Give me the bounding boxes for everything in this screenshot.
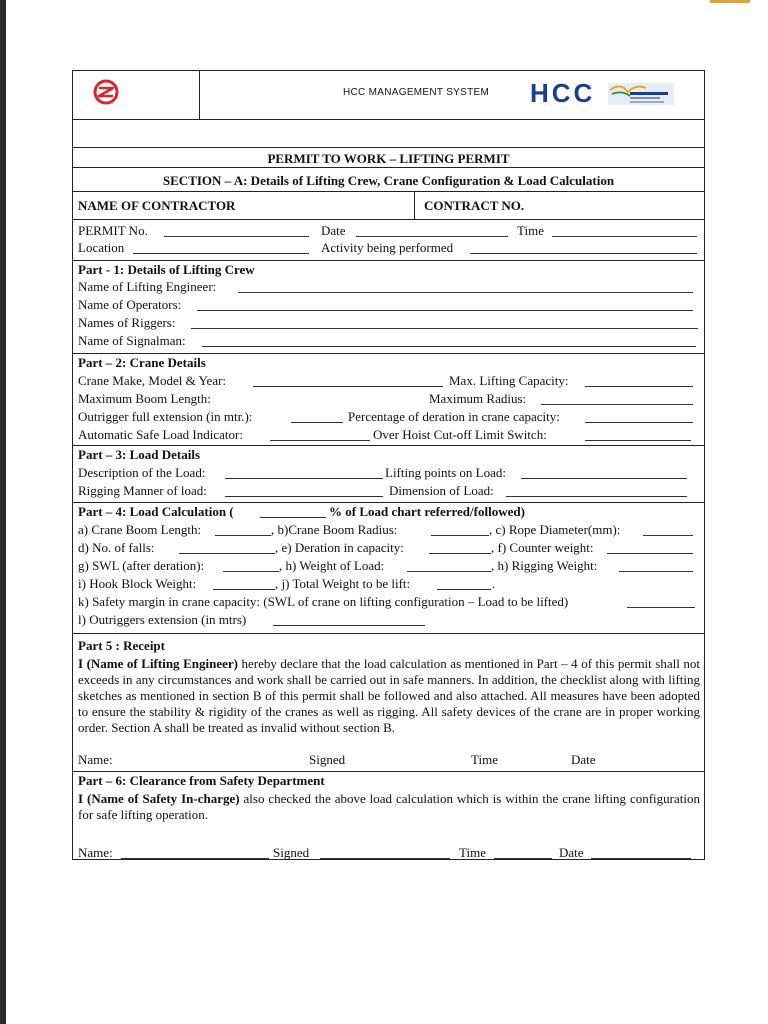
permit-no-label: PERMIT No.: [78, 223, 148, 238]
boom-radius-label: , b)Crane Boom Radius:: [271, 522, 398, 537]
total-weight-end: .: [492, 576, 496, 591]
outrigger-label: Outrigger full extension (in mtr.):: [78, 409, 253, 424]
contract-no-label: CONTRACT NO.: [424, 198, 525, 213]
part2-heading: Part – 2: Crane Details: [78, 355, 206, 370]
part5-date-label: Date: [571, 752, 596, 767]
system-name: HCC MANAGEMENT SYSTEM: [343, 87, 490, 98]
signalman-label: Name of Signalman:: [78, 333, 186, 348]
date-label: Date: [321, 223, 346, 238]
scan-corner-mark: [710, 0, 750, 3]
hook-block-label: i) Hook Block Weight:: [78, 576, 197, 591]
location-label: Location: [78, 240, 125, 255]
total-weight-field[interactable]: [437, 577, 491, 590]
date-field[interactable]: [356, 224, 508, 237]
falls-label: d) No. of falls:: [78, 540, 155, 555]
contractor-name-label: NAME OF CONTRACTOR: [78, 198, 236, 213]
time-field[interactable]: [552, 224, 697, 237]
total-weight-label: , j) Total Weight to be lift:: [275, 576, 411, 591]
counter-weight-field[interactable]: [607, 541, 693, 554]
operators-field[interactable]: [197, 298, 693, 311]
part6-declaration: [78, 791, 700, 823]
max-radius-label: Maximum Radius:: [429, 391, 527, 406]
title-row: [73, 148, 704, 168]
weight-of-load-label: , h) Weight of Load:: [279, 558, 385, 573]
rope-diameter-label: , c) Rope Diameter(mm):: [489, 522, 621, 537]
part6-declaration-text: also checked the above load calculation which is within the crane lifting configuration for safe lifting operation.: [78, 791, 700, 822]
load-description-label: Description of the Load:: [78, 465, 206, 480]
deration-label: Percentage of deration in crane capacity:: [348, 409, 560, 424]
rigging-weight-label: , h) Rigging Weight:: [491, 558, 598, 573]
part4-load-calculation: [73, 503, 704, 634]
scan-left-edge: [0, 0, 6, 1024]
hcc-logo-text: HCC: [530, 78, 596, 108]
outrigger-field[interactable]: [291, 410, 343, 423]
safety-margin-label: k) Safety margin in crane capacity: (SWL of crane on lifting configuration – Load to be lifted): [78, 594, 569, 609]
rigging-manner-field[interactable]: [225, 484, 383, 497]
time-label: Time: [517, 223, 544, 238]
location-field[interactable]: [133, 241, 309, 254]
blank-row: [73, 120, 704, 148]
safety-margin-field[interactable]: [627, 595, 695, 608]
part1-lifting-crew: [73, 261, 704, 354]
rigging-weight-field[interactable]: [619, 559, 693, 572]
part6-heading: Part – 6: Clearance from Safety Department: [78, 773, 325, 788]
contractor-divider: [414, 192, 415, 219]
part4-heading: Part – 4: Load Calculation (: [78, 504, 234, 519]
deration-field[interactable]: [585, 410, 693, 423]
permit-no-field[interactable]: [164, 224, 309, 237]
dimension-field[interactable]: [506, 484, 687, 497]
part5-declaration-text: hereby declare that the load calculation as mentioned in Part – 4 of this permit shall not exceeds in any circumstances and work shall be carried out in safe manners. In addition, the checklist along with lifting sketches as mentioned in section B of this permit shall be followed and also attached. All measures have been adopted to ensure the stability & rigidity of the cranes as well as rigging. All safety devices of the crane are in proper working order. Section A shall be treated as invalid without section B.: [78, 656, 700, 735]
part6-time-field[interactable]: [494, 846, 552, 859]
section-title: SECTION – A: Details of Lifting Crew, Crane Configuration & Load Calculation: [162, 173, 615, 188]
vensar-logo-icon: [606, 80, 676, 108]
boom-length-calc-field[interactable]: [215, 523, 271, 536]
overhoist-label: Over Hoist Cut-off Limit Switch:: [373, 427, 547, 442]
crane-make-field[interactable]: [253, 374, 443, 387]
part6-safety-clearance: [73, 772, 704, 860]
sli-label: Automatic Safe Load Indicator:: [78, 427, 243, 442]
overhoist-field[interactable]: [585, 428, 691, 441]
outriggers-extension-field[interactable]: [273, 613, 425, 626]
part5-declaration-lead: I (Name of Lifting Engineer): [78, 656, 238, 671]
lifting-points-field[interactable]: [521, 466, 687, 479]
max-capacity-field[interactable]: [585, 374, 693, 387]
engineer-label: Name of Lifting Engineer:: [78, 279, 217, 294]
part6-date-field[interactable]: [591, 846, 691, 859]
boom-radius-field[interactable]: [431, 523, 489, 536]
form-header: [73, 71, 704, 120]
signalman-field[interactable]: [202, 334, 696, 347]
hook-block-field[interactable]: [213, 577, 275, 590]
part3-heading: Part – 3: Load Details: [78, 447, 201, 462]
riggers-field[interactable]: [191, 316, 698, 329]
lifting-permit-form: [72, 70, 705, 860]
lifting-points-label: Lifting points on Load:: [385, 465, 506, 480]
activity-label: Activity being performed: [321, 240, 454, 255]
rope-diameter-field[interactable]: [643, 523, 693, 536]
part5-name-label: Name:: [78, 752, 113, 767]
part6-name-label: Name:: [78, 845, 113, 860]
swl-field[interactable]: [223, 559, 279, 572]
part4-heading-suffix: % of Load chart referred/followed): [329, 504, 525, 519]
max-radius-field[interactable]: [541, 392, 693, 405]
part1-heading: Part - 1: Details of Lifting Crew: [78, 262, 255, 277]
part5-declaration: [78, 656, 700, 736]
load-chart-percent-field[interactable]: [260, 505, 326, 518]
part6-date-label: Date: [559, 845, 584, 860]
part5-receipt: [73, 634, 704, 772]
part6-signed-label: Signed: [273, 845, 310, 860]
falls-field[interactable]: [179, 541, 275, 554]
max-capacity-label: Max. Lifting Capacity:: [449, 373, 569, 388]
part5-signed-label: Signed: [309, 752, 346, 767]
engineer-field[interactable]: [238, 280, 693, 293]
activity-field[interactable]: [470, 241, 697, 254]
dimension-label: Dimension of Load:: [389, 483, 494, 498]
load-description-field[interactable]: [225, 466, 383, 479]
part6-name-field[interactable]: [121, 846, 269, 859]
metro-logo-icon: [93, 79, 119, 105]
form-title: PERMIT TO WORK – LIFTING PERMIT: [267, 151, 510, 166]
crane-make-label: Crane Make, Model & Year:: [78, 373, 227, 388]
part6-declaration-lead: I (Name of Safety In-charge): [78, 791, 240, 806]
part5-heading: Part 5 : Receipt: [78, 638, 165, 653]
part6-signed-field[interactable]: [320, 846, 450, 859]
weight-of-load-field[interactable]: [407, 559, 491, 572]
permit-info-row: [73, 220, 704, 261]
part2-crane-details: [73, 354, 704, 446]
deration-capacity-field[interactable]: [429, 541, 491, 554]
outriggers-extension-label: l) Outriggers extension (in mtrs): [78, 612, 247, 627]
part6-time-label: Time: [459, 845, 486, 860]
rigging-manner-label: Rigging Manner of load:: [78, 483, 207, 498]
hcc-logo: [530, 77, 595, 109]
swl-label: g) SWL (after deration):: [78, 558, 205, 573]
logo-cell: [73, 71, 200, 119]
sli-field[interactable]: [270, 428, 370, 441]
part3-load-details: [73, 446, 704, 503]
counter-weight-label: , f) Counter weight:: [491, 540, 594, 555]
riggers-label: Names of Riggers:: [78, 315, 176, 330]
boom-length-label: Maximum Boom Length:: [78, 391, 211, 406]
contractor-row: [73, 192, 704, 220]
section-row: [73, 168, 704, 192]
part5-time-label: Time: [471, 752, 498, 767]
boom-length-calc-label: a) Crane Boom Length:: [78, 522, 202, 537]
deration-capacity-label: , e) Deration in capacity:: [275, 540, 404, 555]
operators-label: Name of Operators:: [78, 297, 182, 312]
